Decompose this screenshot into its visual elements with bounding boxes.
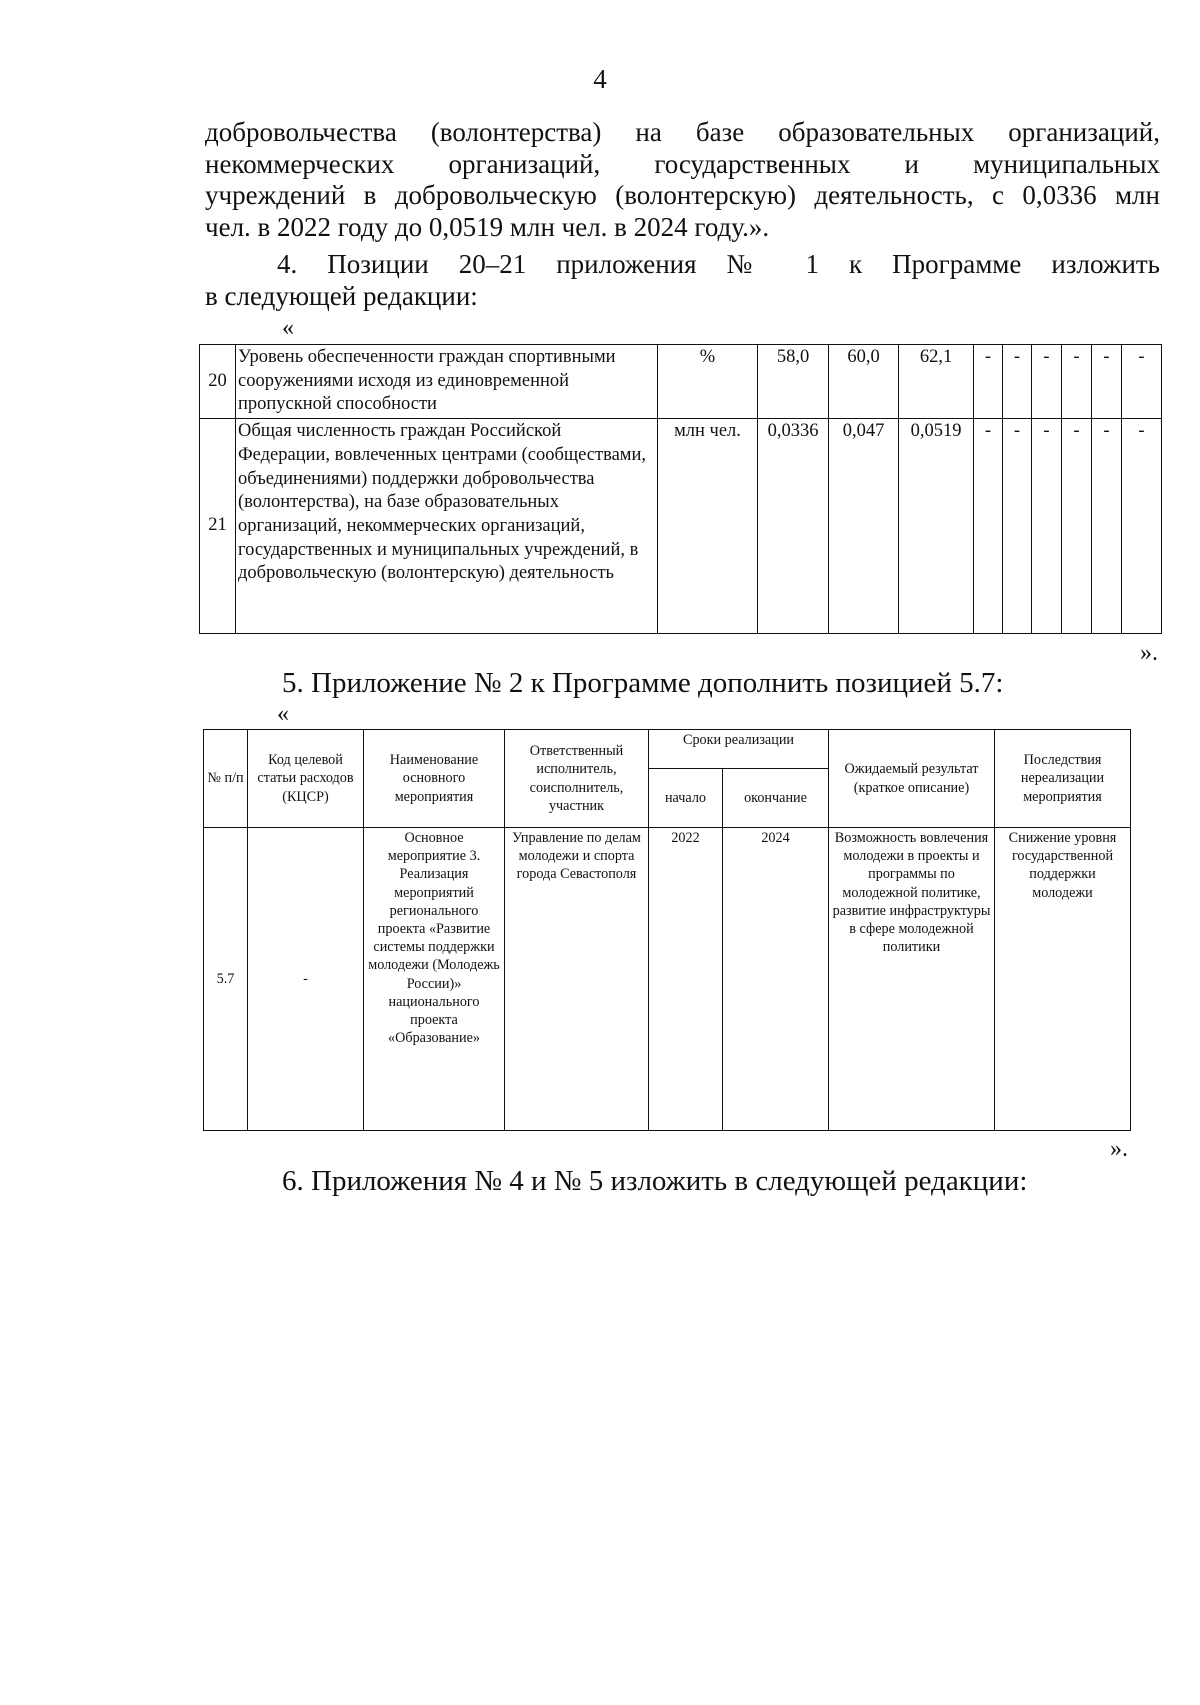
consequences-value: Снижение уровня государственной поддержки молодежи [995,828,1131,1131]
indicator-name: Общая численность граждан Российской Федерации, вовлеченных центрами (сообществами, объединениями) поддержки добровольчества (волонтерства), на базе образовательных организаций, некоммерческих организаций, государственных и муниципальных учреждений, в добровольческую (волонтерскую) деятельность [236,419,658,634]
close-quote-1: ». [1140,640,1158,666]
page-number: 4 [593,64,607,94]
table-row [200,345,1162,419]
kcsr-value: - [248,828,364,1131]
event-name: Основное мероприятие 3. Реализация мероприятий регионального проекта «Развитие системы поддержки молодежи (Молодежь России)» национального проекта «Образование» [364,828,505,1131]
value-2: 0,047 [829,419,899,634]
intro-line: некоммерческих организаций, государственных и муниципальных [205,148,1160,179]
appendix-2-table [203,729,1131,1131]
item-4-line: 4. Позиции 20–21 приложения № 1 к Программе изложить [277,249,1160,279]
row-number: 20 [200,345,236,419]
responsible-value: Управление по делам молодежи и спорта города Севастополя [505,828,649,1131]
item-5-heading: 5. Приложение № 2 к Программе дополнить позицией 5.7: [282,667,1004,699]
empty-value: - [1062,345,1092,419]
item-4-paragraph [205,249,1160,312]
result-value: Возможность вовлечения молодежи в проекты и программы по молодежной политике, развитие инфраструктуры в сфере молодежной политики [829,828,995,1131]
value-3: 62,1 [899,345,974,419]
empty-value: - [1122,345,1162,419]
row-number: 21 [200,419,236,634]
open-quote-2: « [277,701,289,727]
empty-value: - [1032,419,1062,634]
positions-table [199,344,1162,634]
empty-value: - [1092,419,1122,634]
value-1: 58,0 [758,345,829,419]
table-row [200,419,1162,634]
header-num: № п/п [204,730,248,828]
empty-value: - [974,419,1003,634]
value-2: 60,0 [829,345,899,419]
header-period: Сроки реализации [649,730,829,769]
value-1: 0,0336 [758,419,829,634]
unit: млн чел. [658,419,758,634]
header-responsible: Ответственный исполнитель, соисполнитель, участник [505,730,649,828]
item-6-heading: 6. Приложения № 4 и № 5 изложить в следующей редакции: [282,1165,1028,1197]
row-number: 5.7 [204,828,248,1131]
open-quote-1: « [282,315,294,341]
indicator-name: Уровень обеспеченности граждан спортивными сооружениями исходя из единовременной пропускной способности [236,345,658,419]
header-row [204,730,1131,769]
empty-value: - [1092,345,1122,419]
header-consequences: Последствия нереализации мероприятия [995,730,1131,828]
table-row [204,828,1131,1131]
empty-value: - [1032,345,1062,419]
intro-line: чел. в 2022 году до 0,0519 млн чел. в 2024 году.». [205,211,770,242]
empty-value: - [1003,345,1032,419]
empty-value: - [1062,419,1092,634]
empty-value: - [1122,419,1162,634]
end-year: 2024 [723,828,829,1131]
start-year: 2022 [649,828,723,1131]
close-quote-2: ». [1110,1136,1128,1162]
value-3: 0,0519 [899,419,974,634]
header-kcsr: Код целевой статьи расходов (КЦСР) [248,730,364,828]
header-end: окончание [723,769,829,828]
item-4-line: в следующей редакции: [205,280,478,311]
intro-paragraph [205,117,1160,243]
empty-value: - [974,345,1003,419]
header-start: начало [649,769,723,828]
unit: % [658,345,758,419]
empty-value: - [1003,419,1032,634]
header-name: Наименование основного мероприятия [364,730,505,828]
intro-line: учреждений в добровольческую (волонтерскую) деятельность, с 0,0336 млн [205,180,1160,210]
header-result: Ожидаемый результат (краткое описание) [829,730,995,828]
intro-line: добровольчества (волонтерства) на базе образовательных организаций, [205,117,1160,147]
